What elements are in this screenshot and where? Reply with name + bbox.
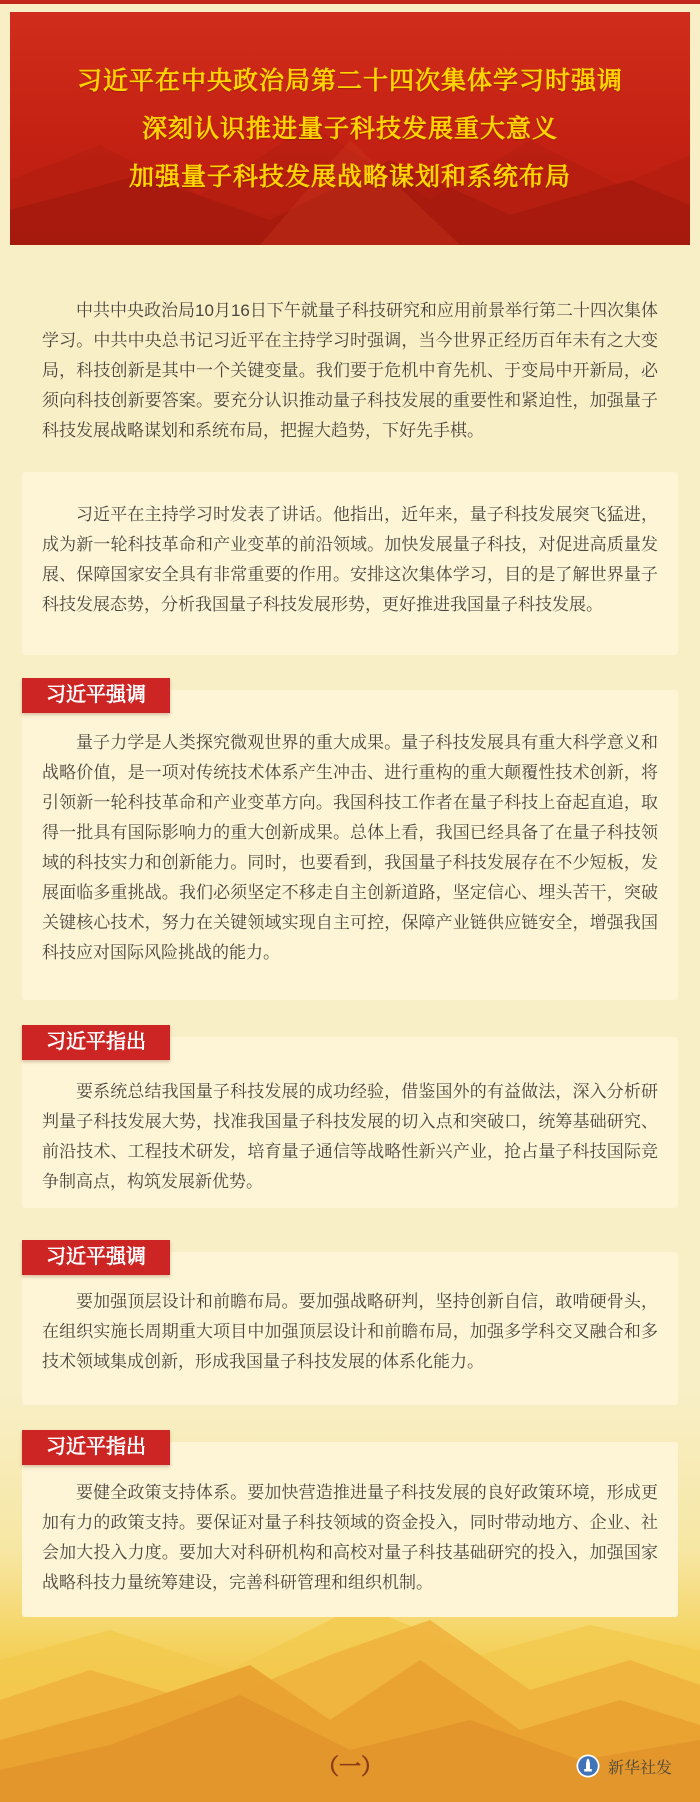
headline-banner	[10, 12, 690, 245]
badge-xi-pointed-out-1: 习近平指出	[22, 1025, 170, 1060]
xinhua-logo-icon	[576, 1754, 600, 1778]
badge-xi-emphasized-1: 习近平强调	[22, 678, 170, 713]
statement-panel-3: 要加强顶层设计和前瞻布局。要加强战略研判，坚持创新自信，敢啃硬骨头，在组织实施长周期重大项目中加强顶层设计和前瞻布局，加强多学科交叉融合和多技术领域集成创新，形成我国量子科技发展的体系化能力。	[22, 1252, 678, 1405]
agency-credit-label: 新华社发	[607, 1759, 672, 1777]
intro-paragraph-2-panel: 习近平在主持学习时发表了讲话。他指出，近年来，量子科技发展突飞猛进，成为新一轮科技革命和产业变革的前沿领域。加快发展量子科技，对促进高质量发展、保障国家安全具有非常重要的作用。安排这次集体学习，目的是了解世界量子科技发展态势，分析我国量子科技发展形势，更好推进我国量子科技发展。	[22, 472, 678, 655]
headline-line-1: 习近平在中央政治局第二十四次集体学习时强调	[76, 66, 623, 95]
agency-credit	[576, 1754, 672, 1778]
intro-paragraph-1: 中共中央政治局10月16日下午就量子科技研究和应用前景举行第二十四次集体学习。中共中央总书记习近平在主持学习时强调，当今世界正经历百年未有之大变局，科技创新是其中一个关键变量。我们要于危机中育先机、于变局中开新局，必须向科技创新要答案。要充分认识推动量子科技发展的重要性和紧迫性，加强量子科技发展战略谋划和系统布局，把握大趋势，下好先手棋。	[42, 301, 658, 440]
statement-panel-1: 量子力学是人类探究微观世界的重大成果。量子科技发展具有重大科学意义和战略价值，是一项对传统技术体系产生冲击、进行重构的重大颠覆性技术创新，将引领新一轮科技革命和产业变革方向。我国科技工作者在量子科技上奋起直追，取得一批具有国际影响力的重大创新成果。总体上看，我国已经具备了在量子科技领域的科技实力和创新能力。同时，也要看到，我国量子科技发展存在不少短板，发展面临多重挑战。我们必须坚定不移走自主创新道路，坚定信心、埋头苦干，突破关键核心技术，努力在关键领域实现自主可控，保障产业链供应链安全，增强我国科技应对国际风险挑战的能力。	[22, 690, 678, 1000]
headline-line-2: 深刻认识推进量子科技发展重大意义	[141, 114, 558, 143]
statement-panel-4: 要健全政策支持体系。要加快营造推进量子科技发展的良好政策环境，形成更加有力的政策支持。要保证对量子科技领域的资金投入，同时带动地方、企业、社会加大投入力度。要加大对科研机构和高校对量子科技基础研究的投入，加强国家战略科技力量统筹建设，完善科研管理和组织机制。	[22, 1442, 678, 1617]
page-number-marker: （一）	[316, 1754, 383, 1779]
badge-xi-emphasized-2: 习近平强调	[22, 1240, 170, 1275]
badge-xi-pointed-out-2: 习近平指出	[22, 1430, 170, 1465]
top-red-strip	[0, 0, 700, 4]
statement-panel-2: 要系统总结我国量子科技发展的成功经验，借鉴国外的有益做法，深入分析研判量子科技发展大势，找准我国量子科技发展的切入点和突破口，统筹基础研究、前沿技术、工程技术研发，培育量子通信等战略性新兴产业，抢占量子科技国际竞争制高点，构筑发展新优势。	[22, 1037, 678, 1208]
headline-line-3: 加强量子科技发展战略谋划和系统布局	[128, 162, 571, 191]
